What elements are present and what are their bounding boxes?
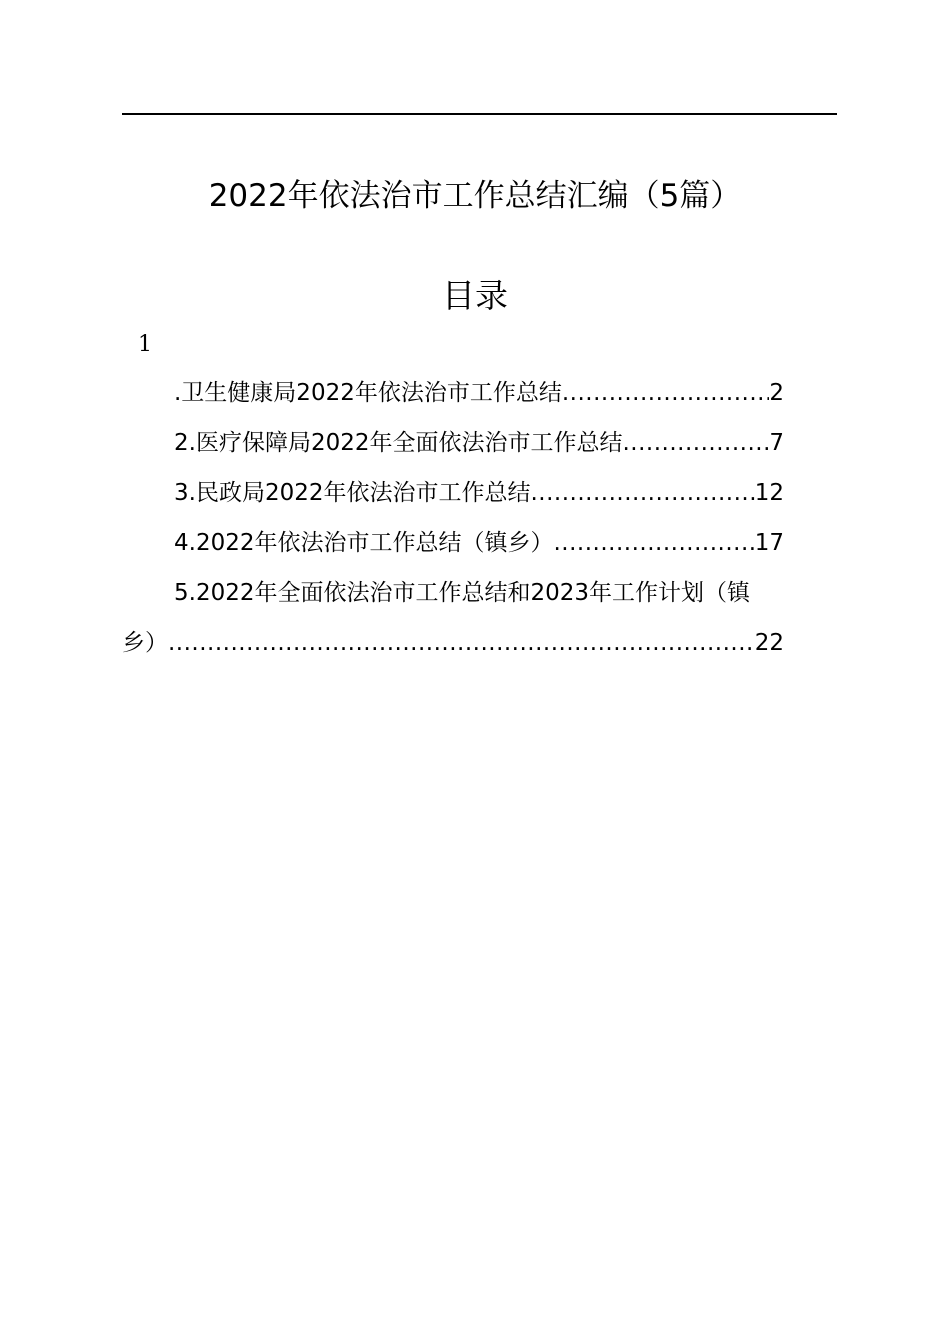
- toc-entry-2[interactable]: [174, 423, 784, 463]
- toc-entry-page: 12: [754, 480, 784, 506]
- document-title: 2022年依法治市工作总结汇编（5篇）: [208, 178, 742, 214]
- toc-entry-text: 3.民政局2022年依法治市工作总结: [174, 480, 531, 506]
- toc-entry-text: .卫生健康局2022年依法治市工作总结: [174, 380, 562, 406]
- toc-entry-3[interactable]: [174, 473, 784, 513]
- toc-heading: 目录: [442, 276, 508, 315]
- toc-entry-page: 2: [769, 380, 784, 406]
- header-rule: [122, 113, 837, 115]
- toc-entry-1[interactable]: [174, 373, 784, 413]
- toc-leader-dots: [562, 373, 770, 413]
- toc-entry-page: 17: [754, 530, 784, 556]
- toc-entry-text: 乡）: [122, 630, 168, 656]
- toc-leader-dots: [168, 623, 755, 663]
- toc-entry-page: 22: [754, 630, 784, 656]
- toc-entry-text: 2.医疗保障局2022年全面依法治市工作总结: [174, 430, 623, 456]
- toc-leader-dots: [553, 523, 754, 563]
- toc-entry-5-line-1[interactable]: 5.2022年全面依法治市工作总结和2023年工作计划（镇: [174, 580, 751, 606]
- toc-entry-text: 4.2022年依法治市工作总结（镇乡）: [174, 530, 554, 556]
- toc-leader-dots: [530, 473, 754, 513]
- toc-leader-dots: [622, 423, 769, 463]
- toc-entry-4[interactable]: [174, 523, 784, 563]
- toc-entry-5[interactable]: [122, 623, 784, 663]
- page-marker: 1: [138, 332, 152, 357]
- toc-entry-page: 7: [769, 430, 784, 456]
